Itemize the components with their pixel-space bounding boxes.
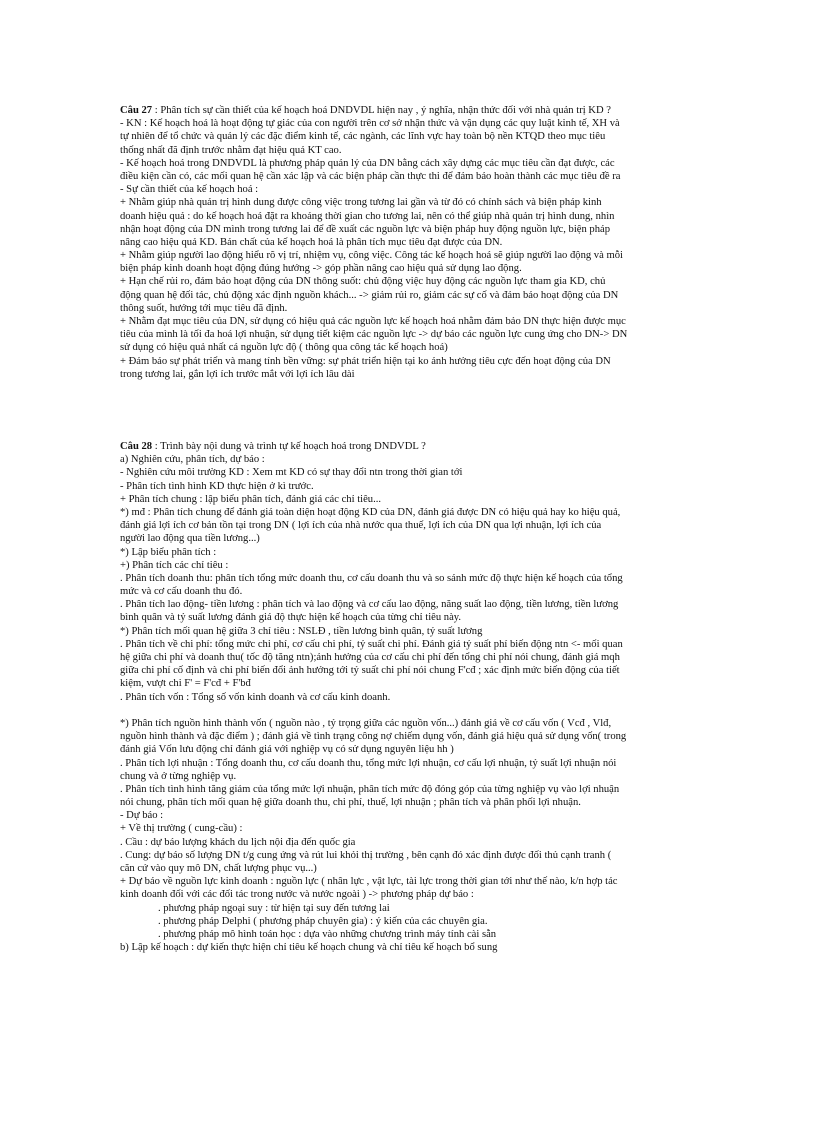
paragraph-line: . Phân tích doanh thu: phân tích tổng mức doanh thu, cơ cấu doanh thu và so sánh mức độ thực hiện kế hoạch của tổng xyxy=(120,572,623,584)
paragraph-line: điều kiện cần có, các mối quan hệ cần xác lập và các biện pháp cần thực thi để đảm bảo hoàn thành các mục tiêu đề ra xyxy=(120,170,621,182)
paragraph-line: . Phân tích lợi nhuận : Tổng doanh thu, cơ cấu doanh thu, tổng mức lợi nhuận, cơ cấu lợi nhuận, tỷ suất lợi nhuận nói xyxy=(120,757,617,769)
paragraph-line: hệ giữa chi phí và doanh thu( tốc độ tăng ntn);ảnh hưởng của cơ cấu chi phí đến tổng chi phí nói chung, đánh giá mqh xyxy=(120,652,620,663)
paragraph-line: động quan hệ đối tác, chủ động xác định nguồn khách... -> giảm rủi ro, giảm các sự cố và đảm bảo hoạt động của DN xyxy=(120,289,619,301)
paragraph-line: . Phân tích vốn : Tổng số vốn kinh doanh và cơ cấu kinh doanh. xyxy=(120,691,391,703)
paragraph-line: *) mđ : Phân tích chung để đánh giá toàn diện hoạt động KD của DN, đánh giá được DN có hiệu quả hay ko hiệu quả, xyxy=(120,506,621,518)
paragraph-line: *) Lập biểu phân tích : xyxy=(120,546,217,558)
paragraph-line: tiêu của mình là tối đa hoá lợi nhuận, sử dụng tiết kiệm các nguồn lực -> dự báo các nguồn lực cung ứng cho DN-> DN xyxy=(120,329,628,341)
paragraph-line: *) Phân tích mối quan hệ giữa 3 chỉ tiêu : NSLĐ , tiền lương bình quân, tỷ suất lương xyxy=(120,625,483,637)
question-27 xyxy=(120,104,700,381)
question-28-title: : Trình bày nội dung và trình tự kế hoạch hoá trong DNDVDL ? xyxy=(152,441,426,452)
paragraph-line: + Phân tích chung : lập biểu phân tích, đánh giá các chỉ tiêu... xyxy=(120,493,382,505)
paragraph-line: +) Phân tích các chỉ tiêu : xyxy=(120,559,229,571)
question-27-label: Câu 27 xyxy=(120,105,153,116)
paragraph-line: + Dự báo về nguồn lực kinh doanh : nguồn lực ( nhân lực , vật lực, tài lực trong thời gian tới như thế nào, k/n hợp tác xyxy=(120,876,618,888)
paragraph-line: nguồn hình thành và đặc điểm ) ; đánh giá về tình trạng công nợ chiếm dụng vốn, đánh giá hiệu quả sử dụng vốn( trong xyxy=(120,731,627,743)
paragraph-line: - Kế hoạch hoá trong DNDVDL là phương pháp quản lý của DN bằng cách xây dựng các mục tiêu cần đạt được, các xyxy=(120,157,615,169)
paragraph-line: giữa chi phí cố định và chi phí biến đổi ảnh hưởng tới tỷ suất chi phí nói chung F'cđ ; xác định mức biến động của tiết xyxy=(120,665,620,677)
paragraph-line: doanh hiệu quả : do kế hoạch hoá đặt ra khoảng thời gian cho tương lai, nên có thể giúp nhà quản trị hình dung, nhìn xyxy=(120,210,615,222)
question-27-heading xyxy=(120,104,700,117)
paragraph-line: *) Phân tích nguồn hình thành vốn ( nguồn nào , tỷ trọng giữa các nguồn vốn...) đánh giá về cơ cấu vốn ( Vcđ , Vlđ, xyxy=(120,717,612,729)
question-28 xyxy=(120,440,700,954)
paragraph-line: - Sự cần thiết của kế hoạch hoá : xyxy=(120,184,259,196)
paragraph-line: - KN : Kế hoạch hoá là hoạt động tự giác của con người trên cơ sở nhận thức và vận dụng các quy luật kinh tế, XH và xyxy=(120,118,620,130)
section-b-line: b) Lập kế hoạch : dự kiến thực hiện chỉ tiêu kế hoạch chung và chỉ tiêu kế hoạch bổ sung xyxy=(120,942,498,954)
paragraph-line: biện pháp kinh doanh hoạt động đúng hướng -> góp phần nâng cao hiệu quả sử dụng lao động. xyxy=(120,263,522,275)
question-28-label: Câu 28 xyxy=(120,441,153,452)
paragraph-line: mức và cơ cấu doanh thu đó. xyxy=(120,586,243,598)
paragraph-line: . Phân tích tình hình tăng giảm của tổng mức lợi nhuận, phân tích mức độ đóng góp của từng nghiệp vụ vào lợi nhuận xyxy=(120,783,620,795)
paragraph-line: sử dụng có hiệu quả nhất cá nguồn lực độ ( thông qua công tác kế hoạch hoá) xyxy=(120,342,448,354)
paragraph-line: + Nhằm giúp nhà quản trị hình dung được công việc trong tương lai gần và từ đó có chính sách và biện pháp kinh xyxy=(120,197,602,209)
paragraph-line: nâng cao hiệu quả KD. Bản chất của kế hoạch hoá là phân tích mục tiêu đạt được của DN. xyxy=(120,236,503,248)
method-item: . phương pháp Delphi ( phương pháp chuyên gia) : ý kiến của các chuyên gia. xyxy=(158,915,488,927)
paragraph-line: chung và ở từng nghiệp vụ. xyxy=(120,770,237,782)
paragraph-line: - Dự báo : xyxy=(120,810,164,822)
paragraph-line: kinh doanh đối với các đối tác trong nước và nước ngoài ) -> phương pháp dự báo : xyxy=(120,889,474,901)
paragraph-line: kiệm, vượt chi F' = F'cđ + F'bđ xyxy=(120,678,251,690)
paragraph-line: đánh giá Vốn lưu động chỉ đánh giá với nghiệp vụ có sử dụng nguyên liệu hh ) xyxy=(120,744,454,756)
paragraph-line: . Cầu : dự báo lượng khách du lịch nội địa đến quốc gia xyxy=(120,836,356,848)
paragraph-line: - Phân tích tình hình KD thực hiện ở kì trước. xyxy=(120,480,314,492)
question-28-heading xyxy=(120,440,700,453)
paragraph-line: + Về thị trường ( cung-cầu) : xyxy=(120,823,243,835)
method-item: . phương pháp ngoại suy : từ hiện tại suy đến tương lai xyxy=(158,902,390,914)
paragraph-line: thông suốt, hướng tới mục tiêu đã định. xyxy=(120,302,288,314)
paragraph-line: bình quân và tỷ suất lương đánh giá độ thực hiện kế hoạch của từng chỉ tiêu này. xyxy=(120,612,462,624)
paragraph-line: người lao động qua tiền lương...) xyxy=(120,533,260,545)
paragraph-line: căn cứ vào quy mô DN, chất lượng phục vụ...) xyxy=(120,863,317,874)
paragraph-line: a) Nghiên cứu, phân tích, dự báo : xyxy=(120,454,265,466)
paragraph-line: trong tương lai, gắn lợi ích trước mắt với lợi ích lâu dài xyxy=(120,368,355,380)
paragraph-line: thống nhất đã định trước nhằm đạt hiệu quả KT cao. xyxy=(120,144,342,156)
blank-line xyxy=(120,704,700,717)
paragraph-line: + Nhằm đạt mục tiêu của DN, sử dụng có hiệu quả các nguồn lực kế hoạch hoá nhằm đảm bảo DN thực hiện được mục xyxy=(120,316,626,327)
paragraph-line: đánh giá lợi ích cơ bản tồn tại trong DN ( lợi ích của nhà nước qua thuế, lợi ích của DN qua lợi nhuận, lợi ích của xyxy=(120,520,602,532)
paragraph-line: + Hạn chế rủi ro, đảm bảo hoạt động của DN thông suốt: chủ động việc huy động các nguồn lực tham gia KD, chủ xyxy=(120,276,606,288)
method-item: . phương pháp mô hình toán học : dựa vào những chương trình máy tính cài sẵn xyxy=(158,928,497,940)
paragraph-line: nhận hoạt động của DN mình trong tương lai để đề xuất các nguồn lực và biện pháp huy động nguồn lực, biện pháp xyxy=(120,223,611,235)
paragraph-line: . Cung: dự báo số lượng DN t/g cung ứng và rút lui khỏi thị trường , bên cạnh đó xác định được đối thủ cạnh tranh ( xyxy=(120,849,612,861)
paragraph-line: nói chung, phân tích mối quan hệ giữa doanh thu, chi phí, thuế, lợi nhuận ; phân tích và phân phối lợi nhuận. xyxy=(120,797,581,809)
question-27-body xyxy=(120,117,700,381)
paragraph-line: - Nghiên cứu môi trường KD : Xem mt KD có sự thay đổi ntn trong thời gian tới xyxy=(120,467,463,479)
paragraph-line: + Đảm bảo sự phát triển và mang tính bền vững: sự phát triển hiện tại ko ảnh hưởng tiêu cực đến hoạt động của DN xyxy=(120,355,611,367)
paragraph-line: . Phân tích lao động- tiền lương : phân tích và lao động và cơ cấu lao động, năng suất lao động, tiền lương, tiền lương xyxy=(120,599,619,611)
question-28-body xyxy=(120,453,700,954)
paragraph-line: + Nhằm giúp người lao động hiểu rõ vị trí, nhiệm vụ, công việc. Công tác kế hoạch hoá sẽ giúp người lao động và mỗi xyxy=(120,250,623,262)
paragraph-line: tự nhiên để tổ chức và quản lý các đặc điểm kinh tế, các ngành, các lĩnh vực hay toàn bộ nền KTQD theo mục tiêu xyxy=(120,131,606,143)
question-27-title: : Phân tích sự cần thiết của kế hoạch hoá DNDVDL hiện nay , ý nghĩa, nhận thức đối với nhà quản trị KD ? xyxy=(152,105,611,116)
paragraph-line: . Phân tích về chi phí: tổng mức chi phí, cơ cấu chi phí, tỷ suất chi phí. Đánh giá tỷ suất phí biến động ntn <- mối quan xyxy=(120,638,623,650)
